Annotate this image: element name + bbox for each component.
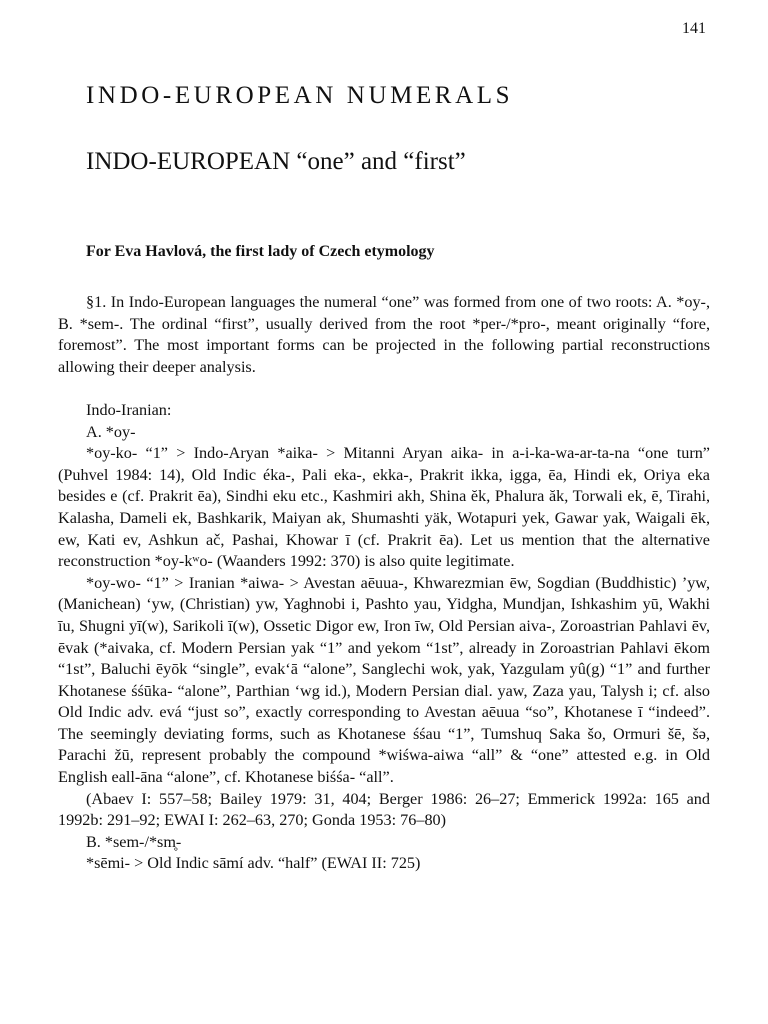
section-title: INDO-EUROPEAN NUMERALS [86, 82, 514, 109]
body-text [58, 292, 710, 875]
root-b-heading: B. *sem-/*sm̥- [86, 832, 182, 851]
page-number: 141 [682, 20, 706, 37]
dedication: For Eva Havlová, the first lady of Czech etymology [86, 243, 435, 260]
paragraph-oy-wo: *oy-wo- “1” > Iranian *aiwa- > Avestan aēuua-, Khwarezmian ēw, Sogdian (Buddhistic) ’yw, (Manichean) ‘yw, (Christian) yw, Yaghnobi i, Pashto yau, Yidgha, Mundjan, Ishkashim yū, Wakhi īu, Shugni yī(w), Sarikoli ī(w), Ossetic Digor ew, Iron īw, Old Persian aiva-, Zoroastrian Pahlavi ēv, ēvak (*aivaka, cf. Modern Persian yak “1” and yekom “1st”, already in Zoroastrian Pahlavi ēkom “1st”, Baluchi ēyōk “single”, evak‘ā “alone”, Sanglechi wok, yak, Yazgulam yû(g) “1” and further Khotanese śśūka- “alone”, Parthian ‘wg id.), Modern Persian dial. yaw, Zaza yau, Talysh i; cf. also Old Indic adv. evá “just so”, exactly corresponding to Avestan aēuua “so”, Khotanese ī “indeed”. The seemingly deviating forms, such as Khotanese śśau “1”, Tumshuq Saka šo, Ormuri šē, šə, Parachi žū, represent probably the compound *wiśwa-aiwa “all” & “one” attested e.g. in Old English eall-āna “alone”, cf. Khotanese biśśa- “all”. [58, 573, 710, 787]
intro-paragraph: §1. In Indo-European languages the numeral “one” was formed from one of two roots: A. *oy-, B. *sem-. The ordinal “first”, usually derived from the root *per-/*pro-, meant originally “fore, foremost”. The most important forms can be projected in the following partial reconstructions allowing their deeper analysis. [58, 293, 710, 376]
subsection-heading: Indo-Iranian: [86, 400, 172, 419]
final-line: *sēmi- > Old Indic sāmí adv. “half” (EWAI II: 725) [86, 854, 421, 873]
paragraph-oy-ko: *oy-ko- “1” > Indo-Aryan *aika- > Mitanni Aryan aika- in a-i-ka-wa-ar-ta-na “one turn” (Puhvel 1984: 14), Old Indic éka-, Pali eka-, ekka-, Prakrit ikka, igga, ēa, Hindi ek, Oriya eka besides e (cf. Prakrit ēa), Sindhi eku etc., Kashmiri akh, Shina ĕk, Phalura ăk, Torwali ek, ē, Tirahi, Kalasha, Dameli ek, Bashkarik, Maiyan ak, Shumashti yäk, Wotapuri yek, Gawar yak, Waigali ēk, ew, Kati ev, Ashkun ač, Pashai, Khowar ī (cf. Prakrit ēa). Let us mention that the alternative reconstruction *oy-kʷo- (Waanders 1992: 370) is also quite legitimate. [58, 444, 710, 571]
root-a-heading: A. *oy- [86, 422, 136, 441]
article-title: INDO-EUROPEAN “one” and “first” [86, 148, 466, 175]
references-paragraph: (Abaev I: 557–58; Bailey 1979: 31, 404; Berger 1986: 26–27; Emmerick 1992a: 165 and 1992b: 291–92; EWAI I: 262–63, 270; Gonda 1953: 76–80) [58, 789, 710, 830]
